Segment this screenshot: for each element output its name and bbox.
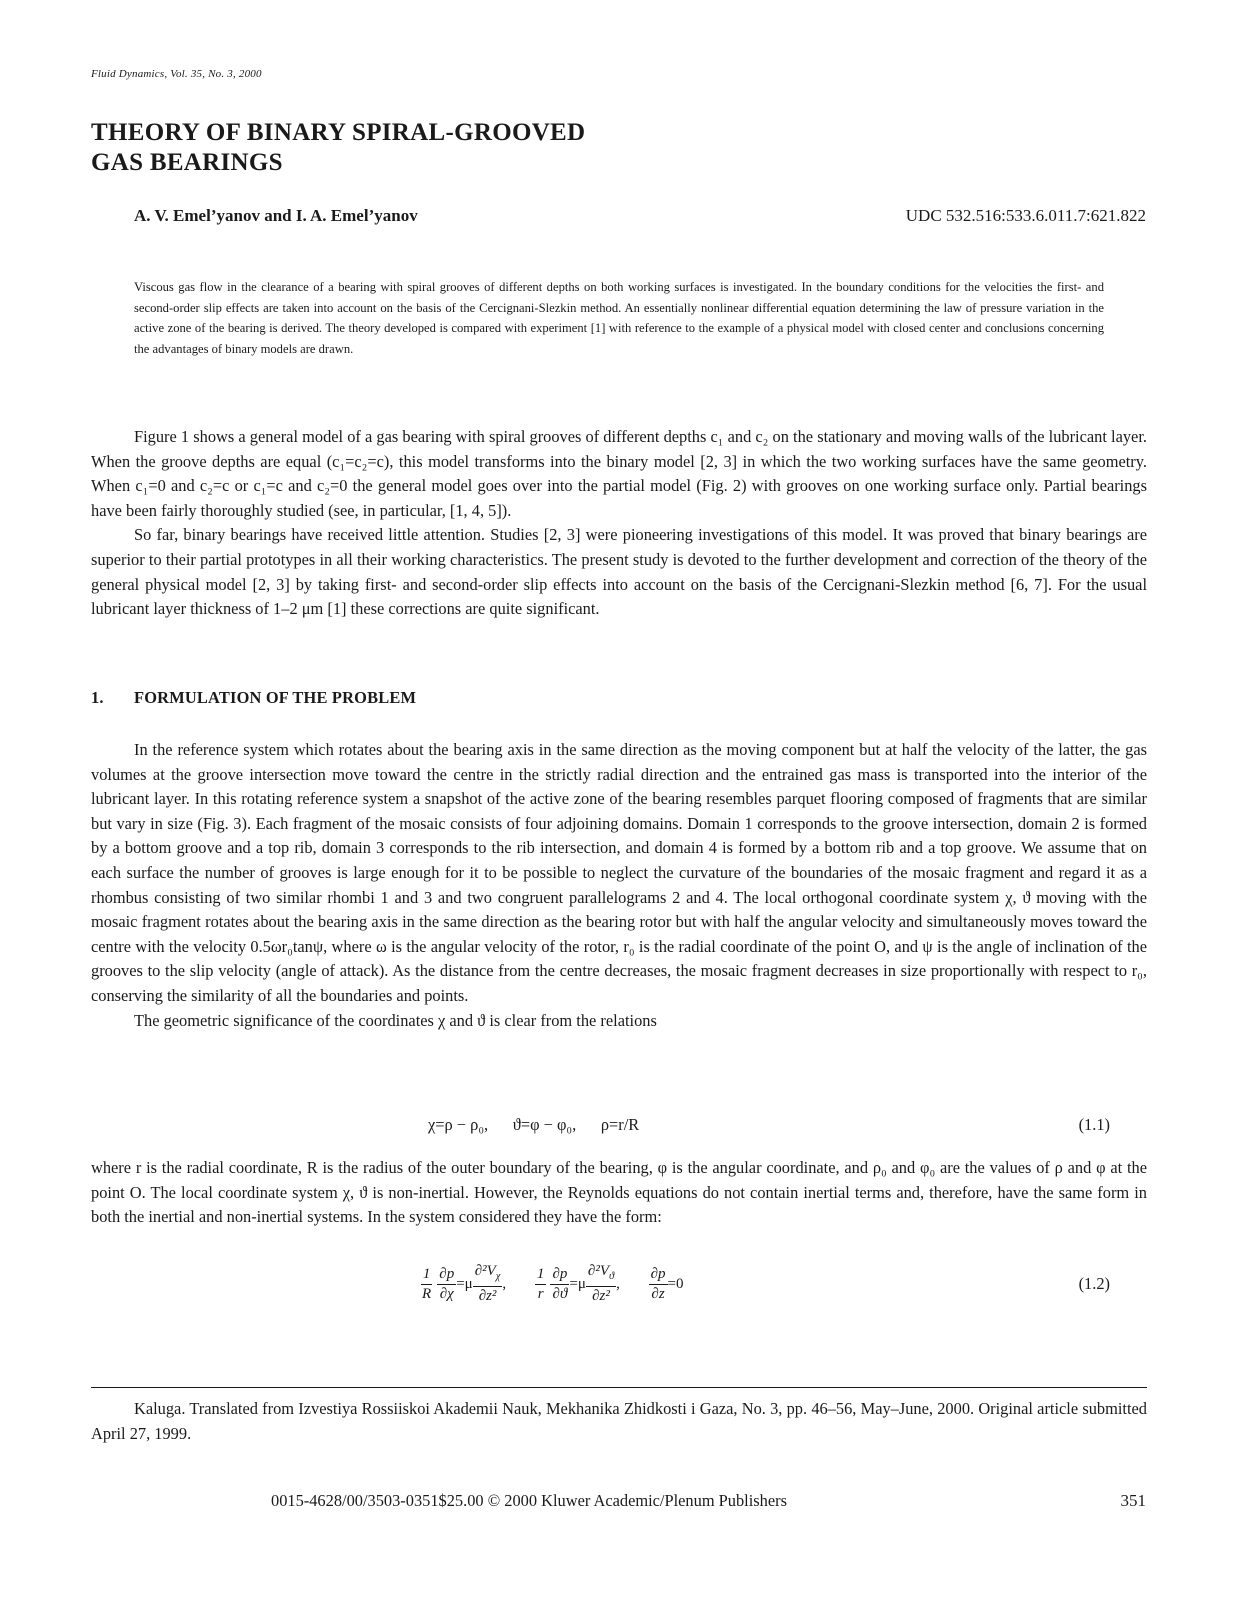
- authors: A. V. Emel’yanov and I. A. Emel’yanov: [134, 206, 418, 225]
- title-line-2: GAS BEARINGS: [91, 149, 283, 176]
- equation-1-2-expression: $\frac{1}{R}$ $\frac{\partial p}{\partial\chi}$ =μ $\frac{\partial^2V_\chi}{\text{∂z²}}$ , $\frac{1}{r}$ $\frac{\partial p}{\partial ϑ}$ =μ $\frac{\partial^2V_ϑ}{\text{∂z²}}$ , $\frac{\partial p}{\partial z}$ =0: [422, 1263, 684, 1304]
- section-title: FORMULATION OF THE PROBLEM: [134, 688, 417, 707]
- fraction: $\frac{1}{r}$: [536, 1265, 545, 1302]
- section-1-paragraph-2: The geometric significance of the coordinates χ and ϑ is clear from the relations: [134, 1010, 657, 1030]
- intro-paragraph-2: So far, binary bearings have received little attention. Studies [2, 3] were pioneering investigations of this model. It was proved that binary bearings are superior to their partial prototypes in all their working characteristics. The present study is devoted to the further development and correction of the theory of the general physical model [2, 3] by taking first- and second-order slip effects into account on the basis of the Cercignani-Slezkin method [6, 7]. For the usual lubricant layer thickness of 1–2 μm [1] these corrections are quite significant.: [91, 525, 1147, 619]
- footnote: Kaluga. Translated from Izvestiya Rossiiskoi Akademii Nauk, Mekhanika Zhidkosti i Gaza, No. 3, pp. 46–56, May–June, 2000. Original article submitted April 27, 1999.: [91, 1399, 1147, 1443]
- introduction: [91, 425, 1147, 622]
- footnote-divider: [91, 1387, 1147, 1388]
- section-heading: [91, 688, 416, 708]
- fraction: $\frac{\partial p}{\partial z}$: [650, 1265, 666, 1302]
- equation-1-1-expression: χ=ρ − ρ₀, ϑ=φ − φ₀, ρ=r/R: [428, 1115, 640, 1134]
- section-1-paragraph-3: where r is the radial coordinate, R is the radius of the outer boundary of the bearing, φ is the angular coordinate, and ρ₀ and φ₀ are the values of ρ and φ at the point O. The local coordinate system χ, ϑ is non-inertial. However, the Reynolds equations do not contain inertial terms and, therefore, have the same form in both the inertial and non-inertial systems. In the system considered they have the form:: [91, 1158, 1147, 1227]
- fraction: $\frac{\partial p}{\partial\chi}$: [439, 1265, 455, 1302]
- section-1-body: [91, 738, 1147, 1033]
- fraction: $\frac{\partial^2V_ϑ}{\text{∂z²}}$: [587, 1263, 615, 1304]
- journal-header: Fluid Dynamics, Vol. 35, No. 3, 2000: [91, 68, 262, 80]
- fraction: $\frac{1}{R}$: [422, 1265, 432, 1302]
- section-1-continuation: [91, 1156, 1147, 1230]
- equation-1-2-number: (1.2): [1078, 1274, 1110, 1293]
- fraction: $\frac{\partial p}{\partial ϑ}$: [552, 1265, 568, 1302]
- abstract: Viscous gas flow in the clearance of a bearing with spiral grooves of different depths on both working surfaces is investigated. In the boundary conditions for the velocities the first- and second-order slip effects are taken into account on the basis of the Cercignani-Slezkin method. An essentially nonlinear differential equation determining the law of pressure variation in the active zone of the bearing is derived. The theory developed is compared with experiment [1] with reference to the example of a physical model with closed center and conclusions concerning the advantages of binary models are drawn.: [134, 280, 1104, 356]
- publication-info: 0015-4628/00/3503-0351$25.00 © 2000 Kluwer Academic/Plenum Publishers: [271, 1491, 787, 1510]
- section-number: 1.: [91, 688, 104, 707]
- paper-title: [91, 118, 585, 178]
- page-number: 351: [1120, 1491, 1146, 1510]
- title-line-1: THEORY OF BINARY SPIRAL-GROOVED: [91, 119, 586, 146]
- equation-1-1-number: (1.1): [1078, 1115, 1110, 1134]
- section-1-paragraph-1: In the reference system which rotates about the bearing axis in the same direction as the moving component but at half the velocity of the latter, the gas volumes at the groove intersection move toward the centre in the strictly radial direction and the entrained gas mass is transported into the interior of the lubricant layer. In this rotating reference system a snapshot of the active zone of the bearing resembles parquet flooring composed of fragments that are similar but vary in size (Fig. 3). Each fragment of the mosaic consists of four adjoining domains. Domain 1 corresponds to the groove intersection, domain 2 is formed by a bottom groove and a top rib, domain 3 corresponds to the rib intersection, and domain 4 is formed by a bottom rib and a top groove. We assume that on each surface the number of grooves is large enough for it to be possible to neglect the curvature of the boundaries of the mosaic fragment and regard it as a rhombus consisting of two similar rhombi 1 and 3 and two congruent parallelograms 2 and 4. The local orthogonal coordinate system χ, ϑ moving with the mosaic fragment rotates about the bearing axis in the same direction as the bearing rotor but with half the angular velocity and simultaneously moves toward the centre with the velocity 0.5ωr₀tanψ, where ω is the angular velocity of the rotor, r₀ is the radial coordinate of the point O, and ψ is the angle of inclination of the grooves to the slip velocity (angle of attack). As the distance from the centre decreases, the mosaic fragment decreases in size proportionally with respect to r₀, conserving the similarity of all the boundaries and points.: [91, 740, 1147, 1005]
- equation-1-2: [0, 1262, 1238, 1322]
- udc-code: UDC 532.516:533.6.011.7:621.822: [905, 206, 1146, 225]
- fraction: $\frac{\partial^2V_\chi}{\text{∂z²}}$: [474, 1263, 501, 1304]
- intro-paragraph-1: Figure 1 shows a general model of a gas bearing with spiral grooves of different depths c₁ and c₂ on the stationary and moving walls of the lubricant layer. When the groove depths are equal (c₁=c₂=c), this model transforms into the binary model [2, 3] in which the two working surfaces have the same geometry. When c₁=0 and c₂=c or c₁=c and c₂=0 the general model goes over into the partial model (Fig. 2) with grooves on one working surface only. Partial bearings have been fairly thoroughly studied (see, in particular, [1, 4, 5]).: [91, 427, 1147, 520]
